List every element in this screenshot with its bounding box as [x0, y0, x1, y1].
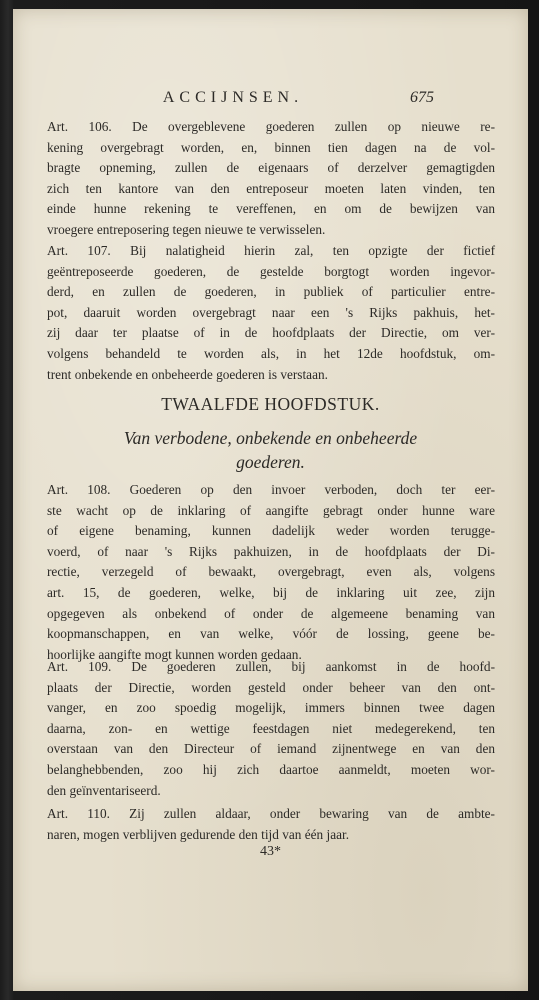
text-line: Art. 106. De overgeblevene goederen zullen op nieuwe re-: [47, 119, 495, 134]
text-line: pot, daaruit worden overgebragt naar een 's Rijks pakhuis, het-: [47, 304, 495, 320]
text-line: bragte opneming, zullen de eigenaars of derzelver gemagtigden: [47, 160, 495, 176]
chapter-subheading-line-1: Van verbodene, onbekende en onbeheerde: [123, 428, 418, 448]
text-line: vroegere entreposering tegen nieuwe te verwisselen.: [47, 221, 326, 237]
text-line: ste wacht op de inklaring of aangifte gebragt onder hunne ware: [47, 502, 495, 518]
text-line: zich ten kantore van den entreposeur moeten laten vinden, ten: [47, 180, 495, 196]
text-line: Art. 108. Goederen op den invoer verboden, doch ter eer-: [47, 482, 495, 497]
text-line: geëntreposeerde goederen, de gestelde borgtogt worden ingevor-: [47, 263, 495, 279]
text-line: rectie, verzegeld of bewaakt, overgebragt, even als, volgens: [47, 564, 495, 580]
text-line: zij daar ter plaatse of in de hoofdplaats der Directie, om ver-: [47, 325, 495, 341]
text-line: plaats der Directie, worden gesteld onder beheer van den ont-: [47, 679, 495, 695]
running-head: [13, 89, 528, 113]
text-line: vanger, en zoo spoedig mogelijk, immers binnen twee dagen: [47, 700, 495, 716]
text-line: Art. 110. Zij zullen aldaar, onder bewaring van de ambte-: [47, 806, 495, 821]
text-line: opgegeven als onbekend of onder de algemeene benaming van: [47, 605, 495, 621]
page-number: 675: [410, 89, 434, 106]
article-107: [47, 241, 495, 385]
text-line: Art. 107. Bij nalatigheid hierin zal, ten opzigte der fictief: [47, 243, 495, 258]
text-line: daarna, zon- en wettige feestdagen niet medegerekend, ten: [47, 720, 495, 736]
chapter-heading: TWAALFDE HOOFDSTUK.: [161, 394, 380, 414]
article-106: [47, 117, 495, 241]
text-line: trent onbekende en onbeheerde goederen is verstaan.: [47, 366, 328, 382]
text-line: art. 15, de goederen, welke, bij de inklaring uit zee, zijn: [47, 584, 495, 600]
chapter-subheading-line-2: goederen.: [236, 452, 305, 472]
text-line: belanghebbenden, zoo hij zich daartoe aanmeldt, moeten wor-: [47, 761, 495, 777]
text-line: volgens behandeld te worden als, in het 12de hoofdstuk, om-: [47, 345, 495, 361]
article-108: [47, 480, 495, 665]
text-line: hoorlijke aangifte mogt kunnen worden gedaan.: [47, 646, 302, 662]
signature-mark: 43*: [260, 844, 281, 859]
text-line: Art. 109. De goederen zullen, bij aankomst in de hoofd-: [47, 659, 495, 674]
text-line: of eigene benaming, kunnen dadelijk weder worden terugge-: [47, 523, 495, 539]
text-line: kening overgebragt worden, en, binnen tien dagen na de vol-: [47, 139, 495, 155]
text-line: den geïnventariseerd.: [47, 782, 161, 798]
book-page: [13, 9, 528, 991]
text-line: einde hunne rekening te vereffenen, en om de bewijzen van: [47, 201, 495, 217]
running-head-title: ACCIJNSEN.: [162, 89, 304, 106]
text-line: naren, mogen verblijven gedurende den tijd van één jaar.: [47, 826, 350, 842]
article-110: [47, 804, 495, 845]
text-line: voerd, of naar 's Rijks pakhuizen, in de hoofdplaats der Di-: [47, 543, 495, 559]
text-line: derd, en zullen de goederen, in publiek of particulier entre-: [47, 284, 495, 300]
text-line: overstaan van den Directeur of iemand zijnentwege en van den: [47, 741, 495, 757]
text-line: koopmanschappen, en van welke, vóór de lossing, geene be-: [47, 626, 495, 642]
article-109: [47, 657, 495, 801]
